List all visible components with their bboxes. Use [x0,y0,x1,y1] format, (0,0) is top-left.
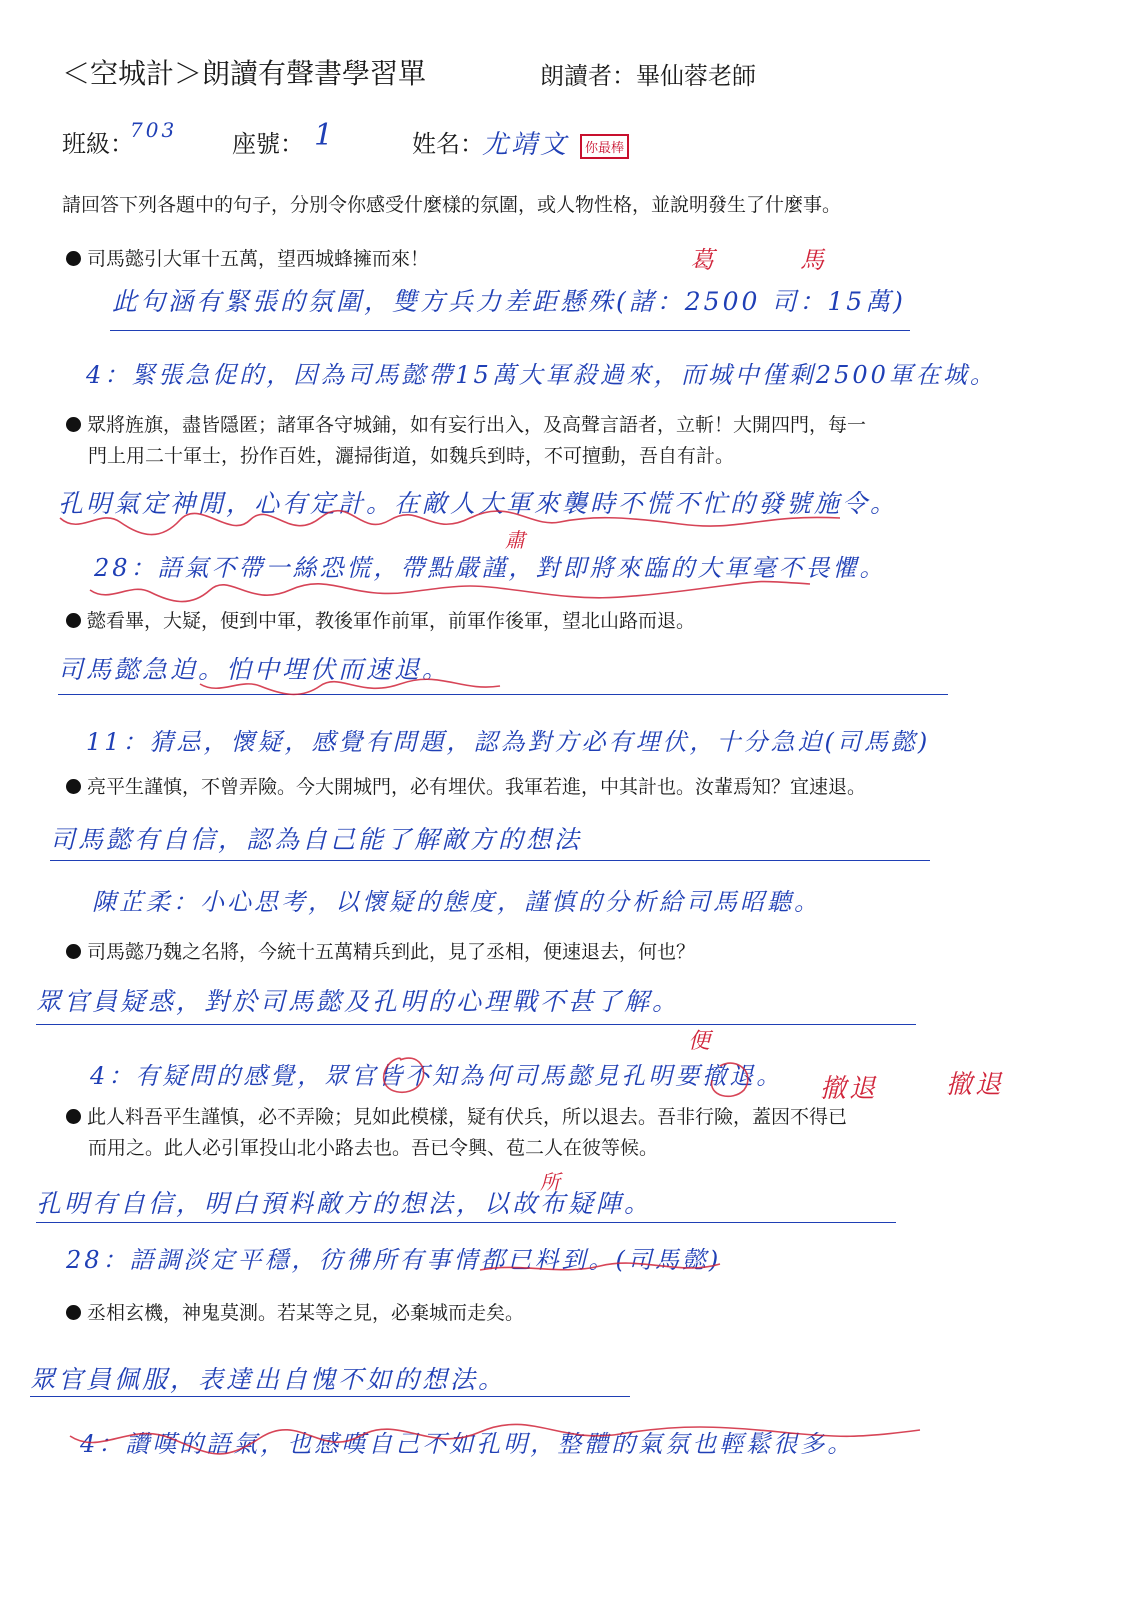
teacher-stamp: 你最棒 [580,134,629,159]
answer-line [58,694,948,695]
bullet-icon [66,417,81,432]
answer-4: 司馬懿有自信，認為自己能了解敵方的想法 [50,825,583,854]
bullet-icon [66,1109,81,1124]
answer-3: 司馬懿急迫。怕中埋伏而速退。 [58,655,451,684]
bullet-icon [66,1305,81,1320]
peer-answer-7: 4：讚嘆的語氣，也感嘆自己不如孔明，整體的氣氛也輕鬆很多。 [80,1430,855,1458]
bullet-icon [66,944,81,959]
question-2: 眾將旌旗，盡皆隱匿；諸軍各守城鋪，如有妄行出入，及高聲言語者，立斬！大開四門，每一 門上用二十軍士，扮作百姓，灑掃街道，如魏兵到時，不可擅動，吾自有計。 [66,410,1076,472]
question-3: 懿看畢，大疑，便到中軍，教後軍作前軍，前軍作後軍，望北山路而退。 [66,606,1076,637]
peer-answer-4: 陳芷柔：小心思考，以懷疑的態度，謹慎的分析給司馬昭聽。 [92,888,821,916]
answer-7: 眾官員佩服，表達出自愧不如的想法。 [30,1365,507,1394]
correction-mark: 撤退 [946,1070,1005,1100]
bullet-icon [66,251,81,266]
correction-mark: 葛 [690,246,717,274]
class-label: 班級： [62,130,134,158]
bullet-icon [66,779,81,794]
answer-2: 孔明氣定神閒，心有定計。在敵人大軍來襲時不慌不忙的發號施令。 [58,489,899,518]
answer-line [36,1222,896,1223]
answer-5: 眾官員疑惑，對於司馬懿及孔明的心理戰不甚了解。 [36,987,681,1016]
question-5: 司馬懿乃魏之名將，今統十五萬精兵到此，見了丞相，便速退去，何也？ [66,937,1076,968]
seat-label: 座號： [232,130,304,158]
question-4: 亮平生謹慎，不曾弄險。今大開城門，必有埋伏。我軍若進，中其計也。汝輩焉知？宜速退。 [66,772,1076,803]
question-1: 司馬懿引大軍十五萬，望西城蜂擁而來！ [66,244,1076,275]
answer-line [30,1396,630,1397]
instructions: 請回答下列各題中的句子，分別令你感受什麼樣的氛圍，或人物性格，並說明發生了什麼事。 [62,194,842,216]
answer-line [50,860,930,861]
peer-answer-1: 4：緊張急促的，因為司馬懿帶15萬大軍殺過來，而城中僅剩2500軍在城。 [86,361,997,389]
correction-mark: 肅 [505,528,528,552]
page-title: ＜空城計＞朗讀有聲書學習單 [62,57,427,90]
class-value: 703 [130,118,178,142]
peer-answer-6: 28：語調淡定平穩，彷彿所有事情都已料到。(司馬懿) [66,1246,722,1274]
correction-mark: 所 [540,1170,563,1194]
answer-1: 此句涵有緊張的氛圍，雙方兵力差距懸殊(諸：2500 司：15萬) [112,287,906,316]
question-6: 此人料吾平生謹慎，必不弄險；見如此模樣，疑有伏兵，所以退去。吾非行險，蓋因不得已 而用之。此人必引軍投山北小路去也。吾已令興、苞二人在彼等候。 [66,1102,1076,1164]
answer-6: 孔明有自信，明白預料敵方的想法，以故布疑陣。 [36,1189,653,1218]
seat-value: 1 [314,118,337,153]
name-label: 姓名： [412,130,484,158]
question-7: 丞相玄機，神鬼莫測。若某等之見，必棄城而走矣。 [66,1298,1076,1329]
peer-answer-2: 28：語氣不帶一絲恐慌，帶點嚴謹，對即將來臨的大軍毫不畏懼。 [94,554,887,582]
answer-line [36,1024,916,1025]
answer-line [110,330,910,331]
name-value: 尤靖文 [482,130,570,160]
correction-mark: 便 [688,1029,714,1054]
bullet-icon [66,613,81,628]
correction-mark: 馬 [800,246,827,274]
reader-label: 朗讀者：畢仙蓉老師 [540,62,756,90]
peer-answer-3: 11：猜忌，懷疑，感覺有問題，認為對方必有埋伏，十分急迫(司馬懿) [86,728,931,756]
peer-answer-5: 4：有疑問的感覺，眾官皆不知為何司馬懿見孔明要撤退。 [90,1062,784,1090]
correction-mark: 撤退 [820,1074,879,1104]
red-loop [90,582,810,602]
